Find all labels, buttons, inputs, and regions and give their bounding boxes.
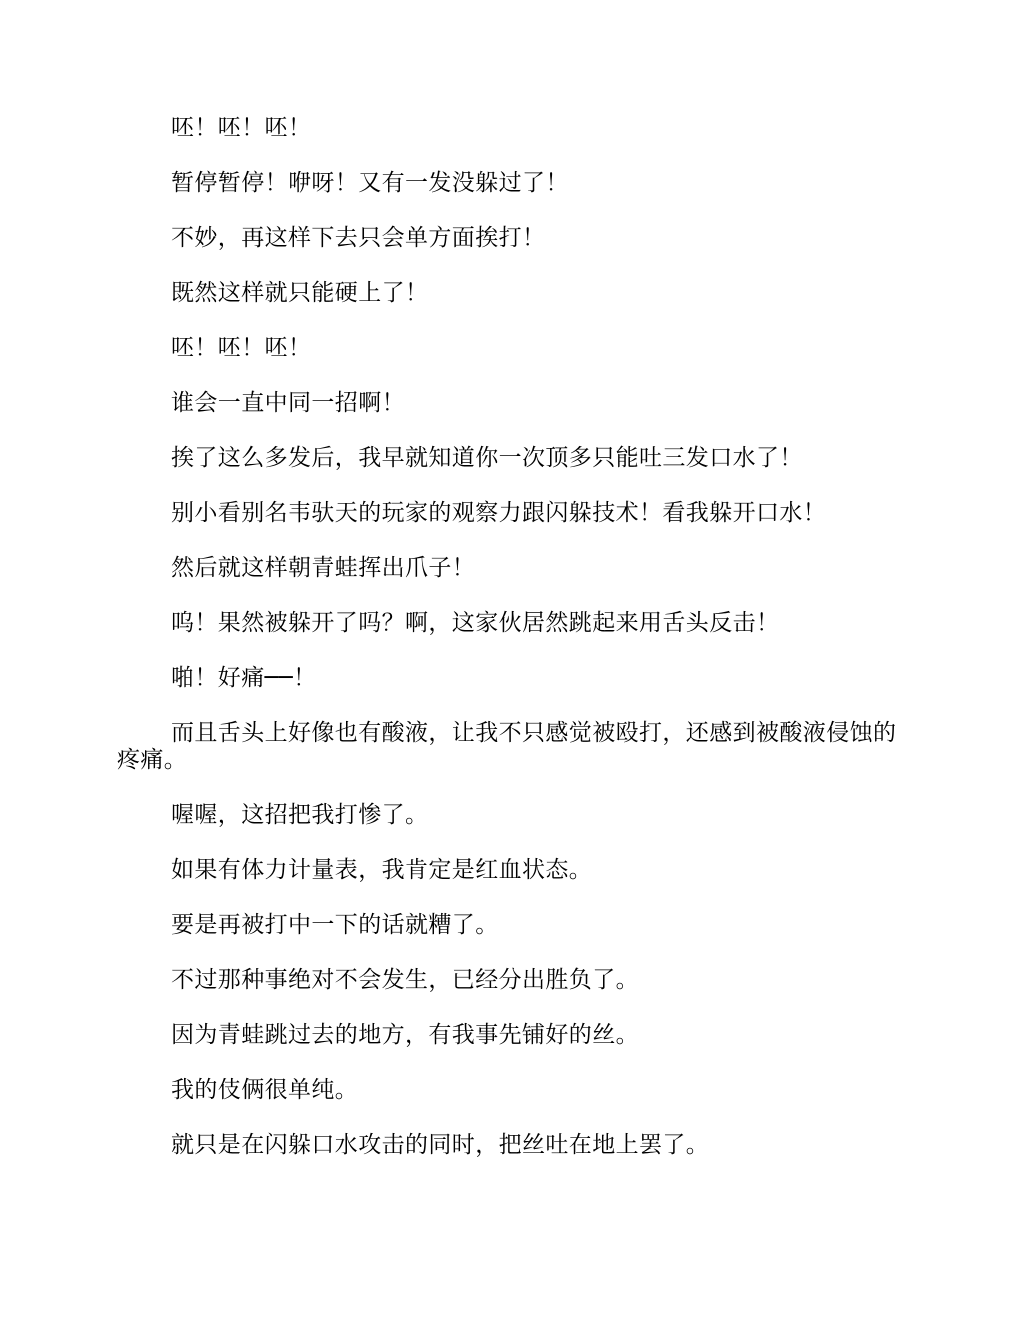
paragraph: 既然这样就只能硬上了！ [171, 280, 429, 306]
paragraph: 而且舌头上好像也有酸液，让我不只感觉被殴打，还感到被酸液侵蚀的疼痛。 [117, 720, 897, 773]
paragraph: 别小看别名韦驮天的玩家的观察力跟闪躲技术！看我躲开口水！ [171, 500, 827, 526]
paragraph: 呜！果然被躲开了吗？啊，这家伙居然跳起来用舌头反击！ [171, 610, 780, 636]
paragraph: 谁会一直中同一招啊！ [171, 390, 405, 416]
paragraph: 不妙，再这样下去只会单方面挨打！ [171, 225, 546, 251]
paragraph: 我的伎俩很单纯。 [171, 1077, 359, 1103]
paragraph: 啪！好痛──！ [171, 665, 317, 691]
paragraph: 暂停暂停！咿呀！又有一发没躲过了！ [171, 170, 569, 196]
paragraph: 呸！呸！呸！ [171, 335, 312, 361]
paragraph: 因为青蛙跳过去的地方，有我事先铺好的丝。 [171, 1022, 639, 1048]
paragraph: 呸！呸！呸！ [171, 115, 312, 141]
paragraph: 就只是在闪躲口水攻击的同时，把丝吐在地上罢了。 [171, 1132, 710, 1158]
paragraph: 如果有体力计量表，我肯定是红血状态。 [171, 857, 593, 883]
paragraph: 然后就这样朝青蛙挥出爪子！ [171, 555, 476, 581]
paragraph: 要是再被打中一下的话就糟了。 [171, 912, 499, 938]
paragraph: 挨了这么多发后，我早就知道你一次顶多只能吐三发口水了！ [171, 445, 803, 471]
paragraph: 喔喔，这招把我打惨了。 [171, 802, 429, 828]
document-body [117, 115, 907, 1187]
paragraph: 不过那种事绝对不会发生，已经分出胜负了。 [171, 967, 639, 993]
